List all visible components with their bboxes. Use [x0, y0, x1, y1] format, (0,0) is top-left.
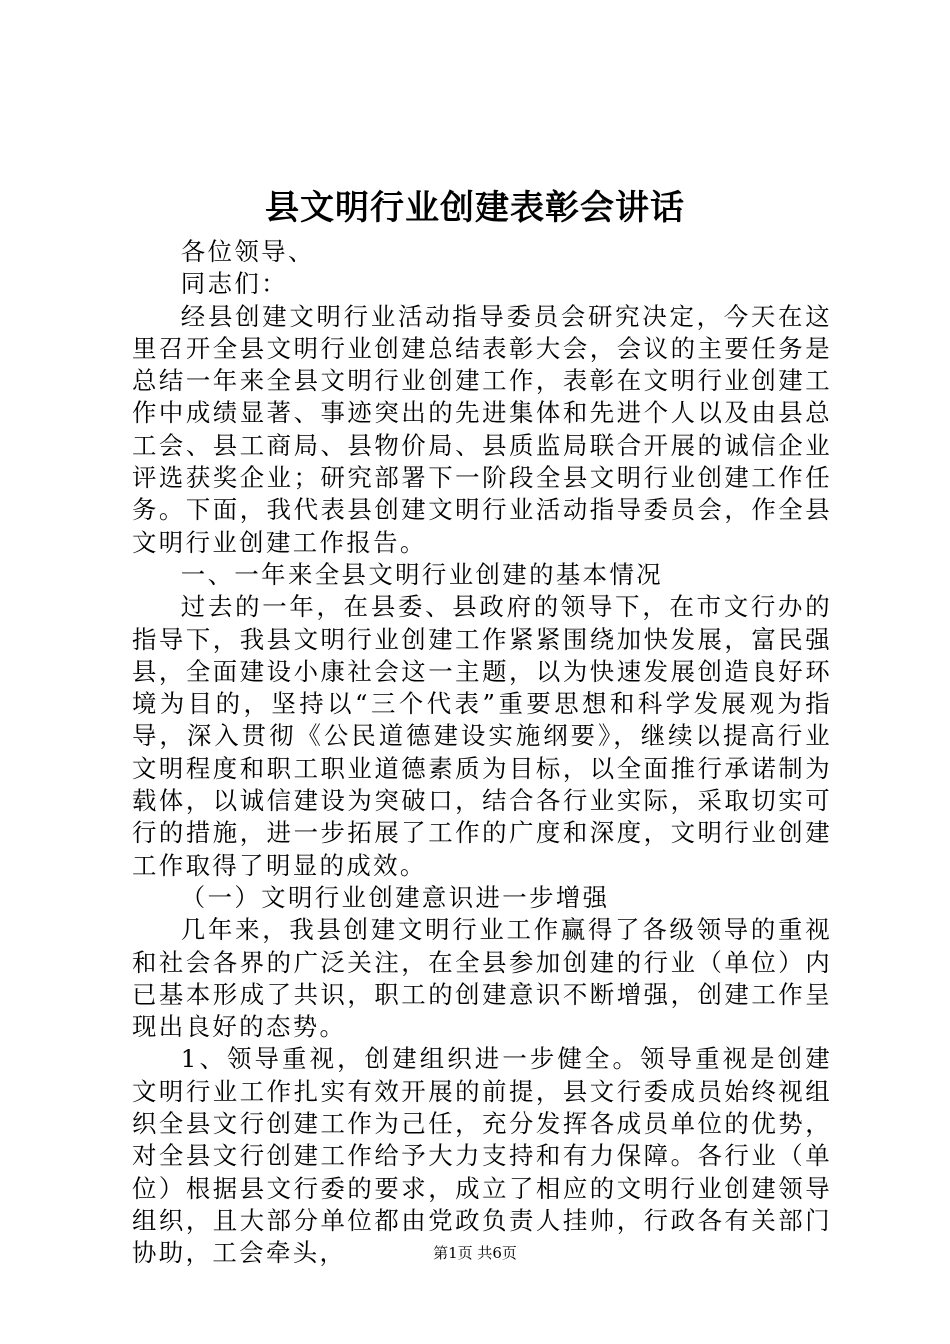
- page-footer: 第1页 共6页: [433, 1244, 517, 1262]
- body-paragraph: 经县创建文明行业活动指导委员会研究决定，今天在这里召开全县文明行业创建总结表彰大会，会议的主要任务是总结一年来全县文明行业创建工作，表彰在文明行业创建工作中成绩显著、事迹突出的先进集体和先进个人以及由县总工会、县工商局、县物价局、县质监局联合开展的诚信企业评选获奖企业；研究部署下一阶段全县文明行业创建工作任务。下面，我代表县创建文明行业活动指导委员会，作全县文明行业创建工作报告。: [132, 301, 832, 557]
- document-title: 县文明行业创建表彰会讲话: [265, 188, 685, 228]
- salutation-line: 各位领导、: [180, 237, 315, 266]
- body-paragraph: 1、领导重视，创建组织进一步健全。领导重视是创建文明行业工作扎实有效开展的前提，县文行委成员始终视组织全县文行创建工作为己任，充分发挥各成员单位的优势，对全县文行创建工作给予大力支持和有力保障。各行业（单位）根据县文行委的要求，成立了相应的文明行业创建领导组织，且大部分单位都由党政负责人挂帅，行政各有关部门协助，工会牵头，: [132, 1044, 832, 1268]
- subsection-heading: （一）文明行业创建意识进一步增强: [180, 882, 610, 912]
- body-paragraph: 过去的一年，在县委、县政府的领导下，在市文行办的指导下，我县文明行业创建工作紧紧围绕加快发展，富民强县，全面建设小康社会这一主题，以为快速发展创造良好环境为目的，坚持以“三个代表”重要思想和科学发展观为指导，深入贯彻《公民道德建设实施纲要》，继续以提高行业文明程度和职工职业道德素质为目标，以全面推行承诺制为载体，以诚信建设为突破口，结合各行业实际，采取切实可行的措施，进一步拓展了工作的广度和深度，文明行业创建工作取得了明显的成效。: [132, 592, 832, 880]
- section-heading: 一、一年来全县文明行业创建的基本情况: [180, 559, 664, 589]
- salutation-line: 同志们：: [180, 269, 288, 299]
- body-paragraph: 几年来，我县创建文明行业工作赢得了各级领导的重视和社会各界的广泛关注，在全县参加创建的行业（单位）内已基本形成了共识，职工的创建意识不断增强，创建工作呈现出良好的态势。: [132, 915, 832, 1042]
- document-body: [132, 236, 832, 1270]
